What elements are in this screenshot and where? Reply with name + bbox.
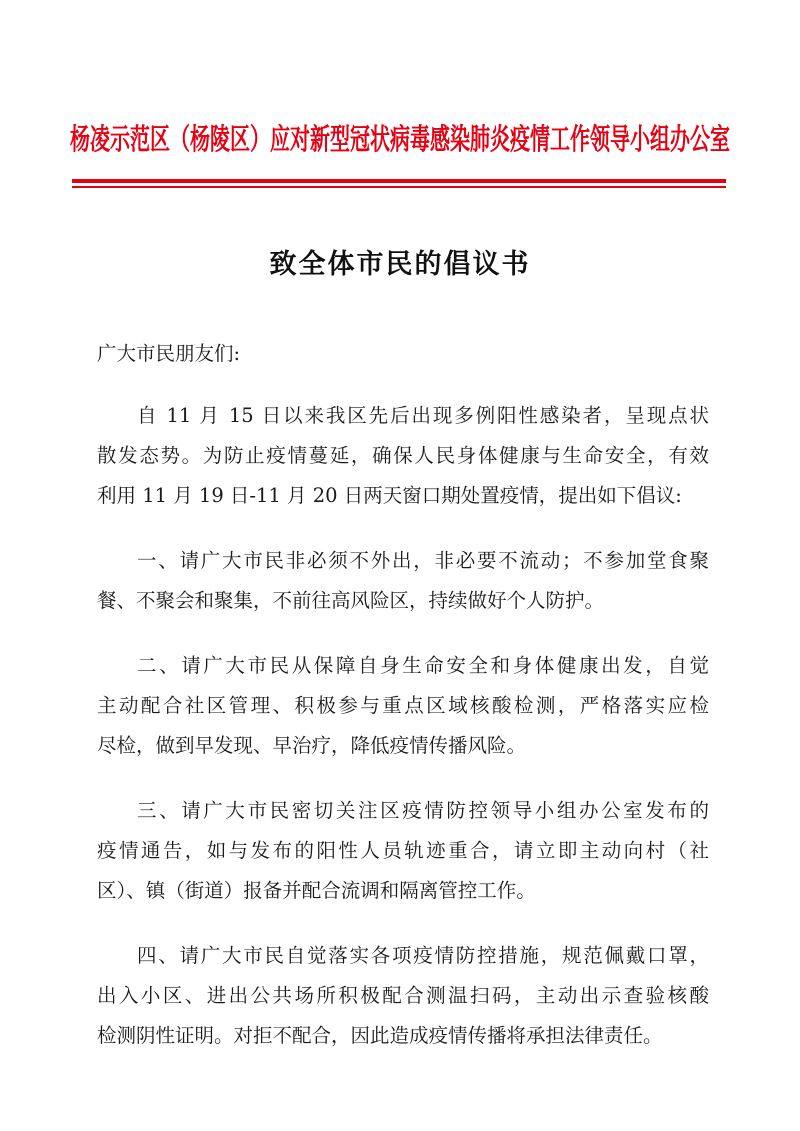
paragraph-line: 区）、镇（街道）报备并配合流调和隔离管控工作。	[97, 879, 536, 902]
paragraph-line: 餐、不聚会和聚集，不前往高风险区，持续做好个人防护。	[97, 589, 605, 612]
paragraph-line: 利用 11 月 19 日-11 月 20 日两天窗口期处置疫情，提出如下倡议:	[97, 484, 682, 507]
paragraph-line: 疫情通告，如与发布的阳性人员轨迹重合，请立即主动向村（社	[97, 839, 709, 862]
paragraph-intro	[97, 396, 709, 516]
paragraph-line: 四、请广大市民自觉落实各项疫情防控措施，规范佩戴口罩，	[137, 944, 709, 967]
paragraph-line: 一、请广大市民非必须不外出，非必要不流动；不参加堂食聚	[137, 549, 709, 572]
paragraph-line: 自 11 月 15 日以来我区先后出现多例阳性感染者，呈现点状	[137, 404, 709, 427]
paragraph-item-2	[97, 646, 709, 766]
letterhead-red-rule-thin	[72, 186, 726, 188]
paragraph-line: 三、请广大市民密切关注区疫情防控领导小组办公室发布的	[137, 799, 709, 822]
letterhead-red-rule-thick	[72, 179, 726, 183]
salutation: 广大市民朋友们:	[97, 342, 241, 365]
paragraph-item-1	[97, 541, 709, 621]
letterhead-office-name: 杨凌示范区（杨陵区）应对新型冠状病毒感染肺炎疫情工作领导小组办公室	[70, 121, 730, 157]
paragraph-line: 散发态势。为防止疫情蔓延，确保人民身体健康与生命安全，有效	[97, 444, 709, 467]
document-title: 致全体市民的倡议书	[269, 249, 531, 280]
document-body	[97, 334, 709, 1056]
paragraph-line: 主动配合社区管理、积极参与重点区域核酸检测，严格落实应检	[97, 694, 709, 717]
paragraph-line: 尽检，做到早发现、早治疗，降低疫情传播风险。	[97, 734, 527, 757]
paragraph-line: 出入小区、进出公共场所积极配合测温扫码，主动出示查验核酸	[97, 984, 709, 1007]
paragraph-item-3	[97, 791, 709, 911]
paragraph-item-4	[97, 936, 709, 1056]
paragraph-line: 二、请广大市民从保障自身生命安全和身体健康出发，自觉	[137, 654, 709, 677]
paragraph-line: 检测阴性证明。对拒不配合，因此造成疫情传播将承担法律责任。	[97, 1024, 663, 1047]
